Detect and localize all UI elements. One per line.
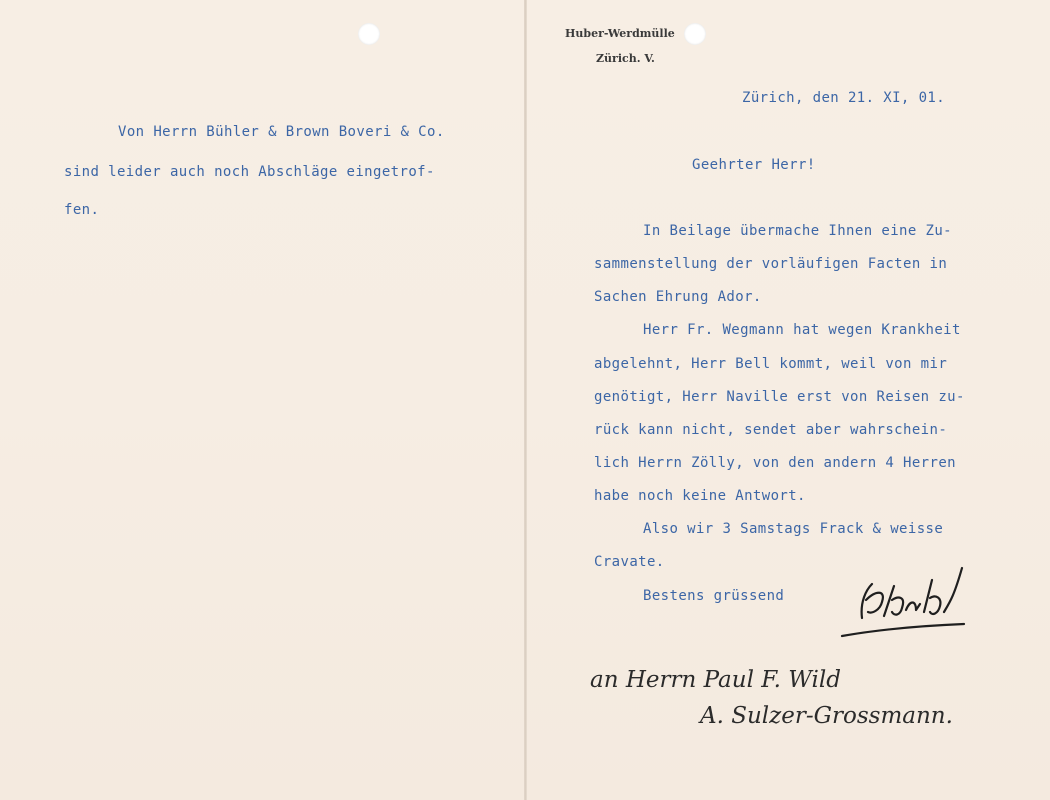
body-line-6: genötigt, Herr Naville erst von Reisen zu- — [594, 389, 965, 405]
signature — [836, 560, 976, 644]
body-line-3: Sachen Ehrung Ador. — [594, 289, 762, 305]
addressee-line-2: A. Sulzer-Grossmann. — [700, 703, 953, 729]
page-fold — [524, 0, 527, 800]
salutation: Geehrter Herr! — [692, 157, 816, 173]
letterhead-name: Huber-Werdmülle — [565, 27, 675, 40]
letterhead-place: Zürich. V. — [596, 52, 655, 65]
letter-date: Zürich, den 21. XI, 01. — [742, 90, 946, 106]
addressee-line-1: an Herrn Paul F. Wild — [590, 667, 841, 693]
punch-hole-left — [358, 23, 380, 45]
body-line-7: rück kann nicht, sendet aber wahrschein- — [594, 422, 948, 438]
body-line-2: sammenstellung der vorläufigen Facten in — [594, 256, 948, 272]
closing: Bestens grüssend — [643, 588, 785, 604]
body-line-1: In Beilage übermache Ihnen eine Zu- — [643, 223, 953, 239]
left-line-3: fen. — [64, 202, 100, 218]
body-line-10: Also wir 3 Samstags Frack & weisse — [643, 521, 944, 537]
body-line-5: abgelehnt, Herr Bell kommt, weil von mir — [594, 356, 948, 372]
left-line-1: Von Herrn Bühler & Brown Boveri & Co. — [118, 124, 445, 140]
punch-hole-right — [684, 23, 706, 45]
body-line-4: Herr Fr. Wegmann hat wegen Krankheit — [643, 322, 961, 338]
body-line-9: habe noch keine Antwort. — [594, 488, 806, 504]
body-line-8: lich Herrn Zölly, von den andern 4 Herren — [594, 455, 956, 471]
body-line-11: Cravate. — [594, 554, 665, 570]
left-line-2: sind leider auch noch Abschläge eingetrof- — [64, 164, 435, 180]
